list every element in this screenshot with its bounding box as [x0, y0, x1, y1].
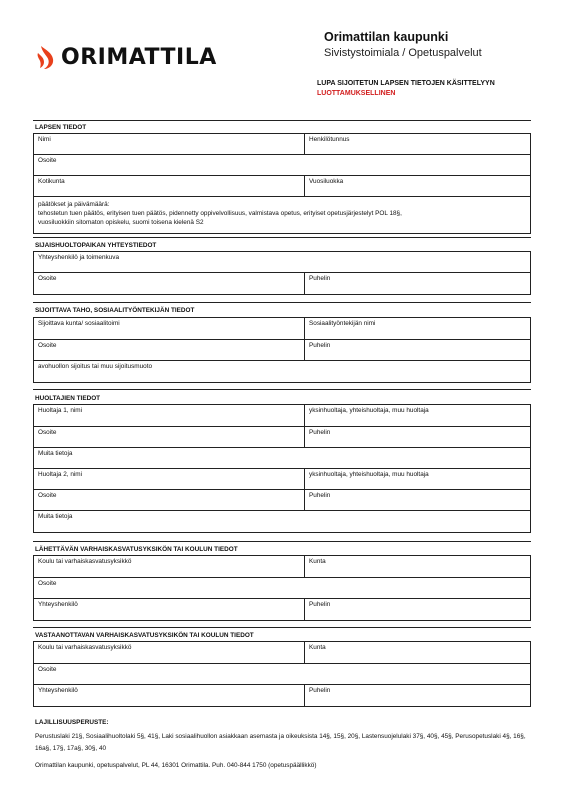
legal-basis-title: LAJILLISUUSPERUSTE: [35, 719, 109, 726]
receiving-school-table [33, 641, 531, 707]
social-worker-name-field[interactable]: Sosiaalityöntekijän nimi [309, 320, 376, 327]
section-divider [33, 627, 531, 628]
child-info-table [33, 133, 531, 234]
section-title-foster: SIJAISHUOLTOPAIKAN YHTEYSTIEDOT [35, 242, 157, 249]
confidential-label: LUOTTAMUKSELLINEN [317, 90, 396, 97]
guardian-1-address-field[interactable]: Osoite [34, 427, 305, 447]
sending-contact-field[interactable]: Yhteyshenkilö [34, 599, 305, 620]
sending-phone-field[interactable]: Puhelin [309, 601, 331, 608]
foster-phone-field[interactable]: Puhelin [309, 275, 331, 282]
section-divider [33, 541, 531, 542]
guardian-2-name-field[interactable]: Huoltaja 2, nimi [34, 469, 305, 489]
child-municipality-field[interactable]: Kotikunta [34, 176, 305, 196]
document-title: LUPA SIJOITETUN LAPSEN TIETOJEN KÄSITTELYYN [317, 80, 495, 87]
receiving-address-field[interactable]: Osoite [38, 666, 57, 673]
flame-logo-icon [35, 44, 57, 70]
section-title-receiving: VASTAANOTTAVAN VARHAISKASVATUSYKSIKÖN TAI KOULUN TIEDOT [35, 632, 254, 639]
guardians-info-table [33, 404, 531, 533]
guardian-1-other-field[interactable]: Muita tietoja [38, 450, 73, 457]
organization-name: Orimattilan kaupunki [324, 30, 449, 44]
section-title-guardians: HUOLTAJIEN TIEDOT [35, 395, 101, 402]
receiving-phone-field[interactable]: Puhelin [309, 687, 331, 694]
section-divider [33, 302, 531, 303]
section-divider [33, 237, 531, 238]
child-ssn-field[interactable]: Henkilötunnus [309, 136, 350, 143]
child-name-field[interactable]: Nimi [34, 134, 305, 154]
placing-municipality-field[interactable]: Sijoittava kunta/ sosiaalitoimi [34, 318, 305, 339]
footer-contact: Orimattilan kaupunki, opetuspalvelut, PL 44, 16301 Orimattila. Puh. 040-844 1750 (opetuspäällikkö) [35, 762, 317, 769]
logo [35, 44, 217, 70]
section-title-sending: LÄHETTÄVÄN VARHAISKASVATUSYKSIKÖN TAI KOULUN TIEDOT [35, 546, 238, 553]
decisions-line-1: tehostetun tuen päätös, erityisen tuen päätös, pidennetty oppivelvollisuus, valmistava opetus, erityiset opetusjärjestelyt POL 18§, [38, 210, 402, 217]
guardian-1-name-field[interactable]: Huoltaja 1, nimi [34, 405, 305, 426]
foster-contact-field[interactable]: Yhteyshenkilö ja toimenkuva [38, 254, 119, 261]
section-divider [33, 120, 531, 121]
logo-text: ORIMATTILA [61, 44, 217, 70]
foster-address-field[interactable]: Osoite [34, 273, 305, 294]
guardian-2-type-field[interactable]: yksinhuoltaja, yhteishuoltaja, muu huoltaja [309, 471, 429, 478]
department-name: Sivistystoimiala / Opetuspalvelut [324, 47, 482, 59]
receiving-municipality-field[interactable]: Kunta [309, 644, 326, 651]
legal-basis-text: Perustuslaki 21§, Sosiaalihuoltolaki 5§, 41§, Laki sosiaalihuollon asiakkaan asemasta ja oikeuksista 14§, 15§, 20§, Lastensuojelulaki 37§, 40§, 45§, Perusopetuslaki 4§, 16§, 16a§, 17§, 17a§, 30§, 40 [35, 733, 526, 752]
sending-school-field[interactable]: Koulu tai varhaiskasvatusyksikkö [34, 556, 305, 577]
receiving-contact-field[interactable]: Yhteyshenkilö [34, 685, 305, 706]
guardian-1-phone-field[interactable]: Puhelin [309, 429, 331, 436]
guardian-2-other-field[interactable]: Muita tietoja [38, 513, 73, 520]
foster-info-table [33, 251, 531, 295]
receiving-school-field[interactable]: Koulu tai varhaiskasvatusyksikkö [34, 642, 305, 663]
placing-phone-field[interactable]: Puhelin [309, 342, 331, 349]
sending-municipality-field[interactable]: Kunta [309, 558, 326, 565]
guardian-1-type-field[interactable]: yksinhuoltaja, yhteishuoltaja, muu huoltaja [309, 407, 429, 414]
decisions-label: päätökset ja päivämäärä: [38, 201, 110, 208]
section-title-child: LAPSEN TIEDOT [35, 124, 87, 131]
guardian-2-address-field[interactable]: Osoite [34, 490, 305, 510]
section-title-placing: SIJOITTAVA TAHO, SOSIAALITYÖNTEKIJÄN TIEDOT [35, 307, 195, 314]
placing-info-table [33, 317, 531, 383]
child-address-field[interactable]: Osoite [38, 157, 57, 164]
guardian-2-phone-field[interactable]: Puhelin [309, 492, 331, 499]
sending-school-table [33, 555, 531, 621]
child-grade-field[interactable]: Vuosiluokka [309, 178, 344, 185]
child-decisions-field[interactable] [34, 197, 530, 233]
decisions-line-2: vuosiluokkiin sitomaton opiskelu, suomi toisena kielenä S2 [38, 219, 204, 226]
section-divider [33, 389, 531, 390]
placing-address-field[interactable]: Osoite [34, 340, 305, 360]
placement-type-field[interactable]: avohuollon sijoitus tai muu sijoitusmuoto [38, 363, 153, 370]
sending-address-field[interactable]: Osoite [38, 580, 57, 587]
